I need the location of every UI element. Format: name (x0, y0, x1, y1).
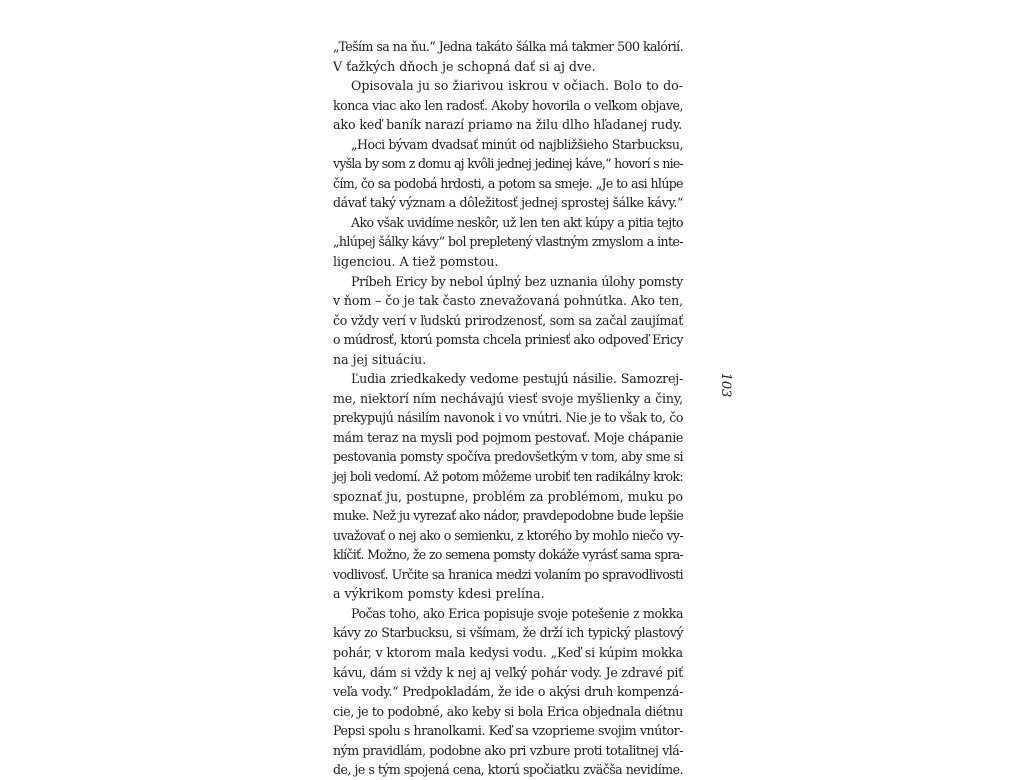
text-line: cie, je to podobné, ako keby si bola Erica objednala diétnu (333, 703, 683, 719)
text-line: v ňom – čo je tak často znevažovaná pohnútka. Ako ten, (333, 293, 683, 309)
text-line: mám teraz na mysli pod pojmom pestovať. Moje chápanie (333, 429, 683, 445)
text-line: „Teším sa na ňu.“ Jedna takáto šálka má takmer 500 kalórií. (333, 39, 683, 54)
paragraph-5 (333, 272, 683, 370)
text-line: uvažovať o nej ako o semienku, z ktorého by mohlo niečo vy- (333, 527, 683, 543)
paragraph-6 (333, 369, 683, 604)
text-line: klíčiť. Možno, že zo semena pomsty dokáže vyrásť sama spra- (333, 547, 683, 563)
text-line: spoznať ju, postupne, problém za problémom, muku po (333, 488, 683, 504)
text-line: prekypujú násilím navonok i vo vnútri. Nie je to však to, čo (333, 410, 683, 426)
text-line: Opisovala ju so žiarivou iskrou v očiach. Bolo to do- (351, 78, 683, 94)
paragraph-1 (333, 37, 683, 76)
text-line: V ťažkých dňoch je schopná dať si aj dve. (333, 58, 596, 74)
text-line: Príbeh Ericy by nebol úplný bez uznania úlohy pomsty (351, 273, 683, 289)
paragraph-3 (333, 135, 683, 213)
text-line: Ako však uvidíme neskôr, už len ten akt kúpy a pitia tejto (351, 214, 683, 230)
body-text (333, 37, 683, 780)
text-line: vodlivosť. Určite sa hranica medzi volaním po spravodlivosti (333, 566, 683, 582)
text-line: ligenciou. A tiež pomstou. (333, 254, 499, 270)
text-line: o múdrosť, ktorú pomsta chcela priniesť ako odpoveď Ericy (333, 332, 683, 348)
text-line: Pepsi spolu s hranolkami. Keď sa vzoprieme svojim vnútor- (333, 723, 683, 739)
text-line: me, niektorí ním nechávajú viesť svoje myšlienky a činy, (333, 390, 683, 406)
text-line: čím, čo sa podobá hrdosti, a potom sa smeje. „Je to asi hlúpe (333, 175, 683, 191)
text-line: Počas toho, ako Erica popisuje svoje potešenie z mokka (351, 605, 683, 621)
text-line: a výkrikom pomsty kdesi prelína. (333, 586, 545, 602)
text-line: veľa vody.“ Predpokladám, že ide o akýsi druh kompenzá- (333, 684, 683, 700)
text-line: jej boli vedomí. Až potom môžeme urobiť ten radikálny krok: (333, 469, 683, 485)
text-line: konca viac ako len radosť. Akoby hovorila o veľkom objave, (333, 97, 683, 113)
text-line: pestovania pomsty spočíva predovšetkým v tom, aby sme si (333, 449, 683, 465)
paragraph-2 (333, 76, 683, 135)
text-line: dávať taký význam a dôležitosť jednej sprostej šálke kávy.“ (333, 195, 683, 211)
text-line: pohár, v ktorom mala kedysi vodu. „Keď si kúpim mokka (333, 644, 683, 660)
text-line: de, je s tým spojená cena, ktorú spočiatku zväčša nevidíme. (333, 762, 683, 778)
text-line: muke. Než ju vyrezať ako nádor, pravdepodobne bude lepšie (333, 508, 683, 524)
page-number: 103 (718, 372, 733, 398)
text-line: na jej situáciu. (333, 351, 427, 367)
text-line: „Hoci bývam dvadsať minút od najbližšieho Starbucksu, (351, 136, 683, 152)
text-line: kávy zo Starbucksu, si všímam, že drží ich typický plastový (333, 625, 683, 641)
paragraph-7 (333, 604, 683, 780)
paragraph-4 (333, 213, 683, 272)
text-line: kávu, dám si vždy k nej aj veľký pohár vody. Je zdravé piť (333, 664, 683, 680)
text-line: ako keď baník narazí priamo na žilu dlho hľadanej rudy. (333, 117, 683, 133)
text-line: „hlúpej šálky kávy“ bol prepletený vlastným zmyslom a inte- (333, 234, 683, 250)
text-line: Ľudia zriedkakedy vedome pestujú násilie. Samozrej- (351, 371, 683, 387)
text-line: ným pravidlám, podobne ako pri vzbure proti totalitnej vlá- (333, 742, 683, 758)
text-line: čo vždy verí v ľudskú prirodzenosť, som sa začal zaujímať (333, 312, 683, 328)
text-line: vyšla by som z domu aj kvôli jednej jedinej káve,“ hovorí s nie- (333, 156, 683, 172)
